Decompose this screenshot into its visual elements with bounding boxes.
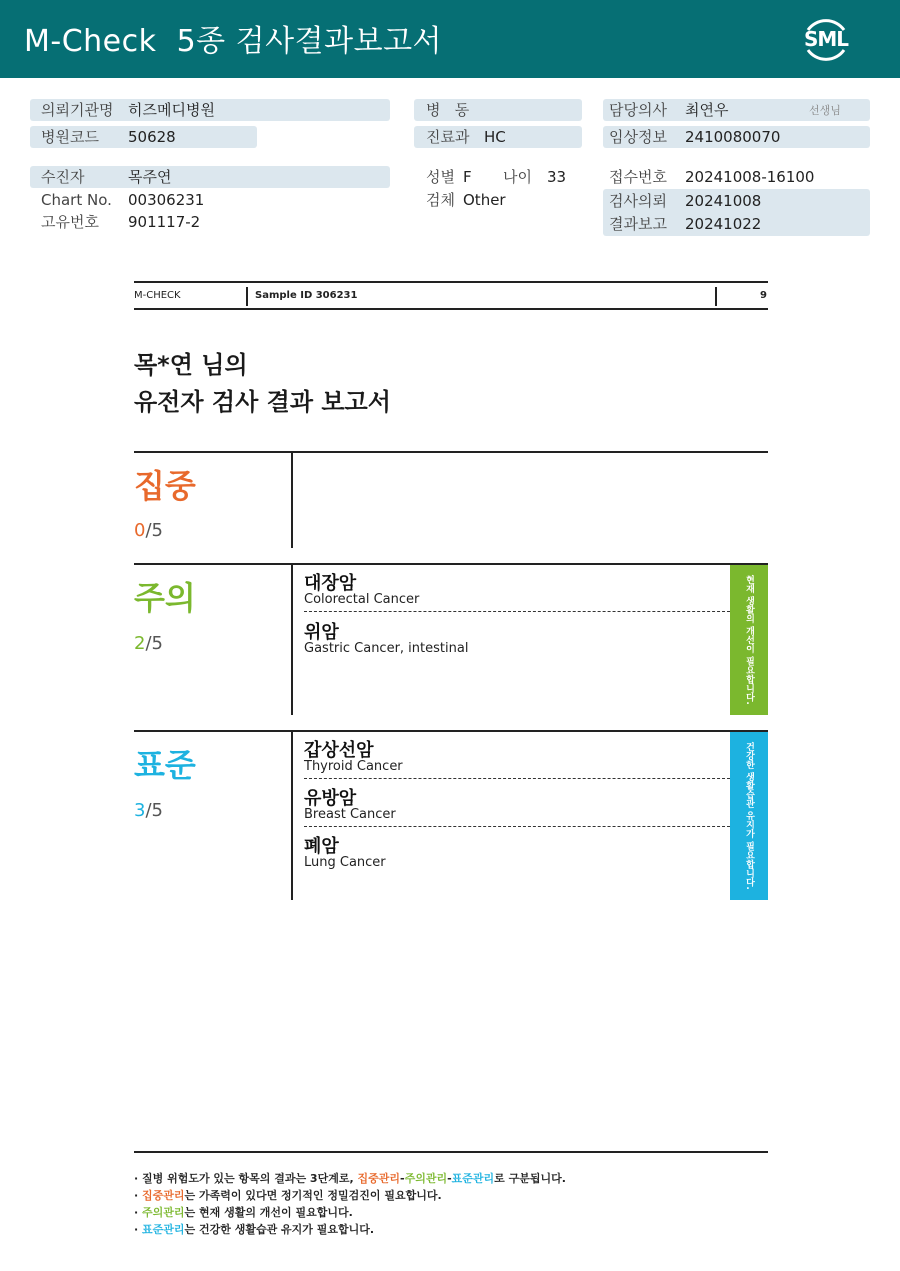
ward-label: 병 동 — [426, 101, 470, 119]
category-caution-name: 주의 — [134, 579, 196, 617]
patient-label: 수진자 — [41, 168, 85, 186]
request-value: 20241008 — [685, 192, 762, 210]
disease-separator — [304, 826, 730, 827]
note-standard-bullet: · — [134, 1223, 143, 1236]
caution-side-text: 현재 생활의 개선이 필요합니다. — [744, 575, 754, 705]
disease-lung-ko: 폐암 — [304, 836, 339, 857]
chart-label: Chart No. — [41, 191, 112, 209]
note-levels-standard: 표준관리 — [451, 1172, 495, 1185]
dept-value: HC — [484, 128, 506, 146]
clinical-row — [603, 126, 870, 148]
sml-logo — [800, 12, 852, 66]
disease-separator — [304, 778, 730, 779]
institution-value: 히즈메디병원 — [128, 101, 215, 119]
specimen-value: Other — [463, 191, 506, 209]
sex-value: F — [463, 168, 472, 186]
request-label: 검사의뢰 — [609, 192, 667, 210]
note-levels-pre: · 질병 위험도가 있는 항목의 결과는 3단계로, — [134, 1172, 358, 1185]
note-caution — [134, 1204, 353, 1220]
receipt-row — [603, 166, 870, 188]
report-header-title: M-Check 5종 검사결과보고서 — [24, 24, 443, 59]
note-levels-focus: 집중관리 — [357, 1172, 400, 1185]
disease-gastric-en: Gastric Cancer, intestinal — [304, 641, 469, 656]
result-value: 20241022 — [685, 215, 762, 233]
hospital-code-value: 50628 — [128, 128, 176, 146]
specimen-label: 검체 — [426, 191, 455, 209]
section-standard-divider — [291, 730, 293, 900]
disease-colorectal-ko: 대장암 — [304, 573, 357, 594]
category-caution-count — [134, 633, 163, 654]
institution-row — [30, 99, 390, 121]
disease-thyroid-en: Thyroid Cancer — [304, 759, 403, 774]
dept-row — [414, 126, 582, 148]
result-row — [603, 213, 870, 235]
disease-colorectal-en: Colorectal Cancer — [304, 592, 420, 607]
clinical-label: 임상정보 — [609, 128, 667, 146]
section-focus-divider — [291, 451, 293, 548]
note-focus-text: 는 가족력이 있다면 정기적인 정밀검진이 필요합니다. — [184, 1189, 442, 1202]
report-bottom-rule — [134, 308, 768, 310]
category-standard-count-total: /5 — [145, 800, 163, 821]
category-standard-count-value: 3 — [134, 800, 146, 821]
note-focus-key: 집중관리 — [142, 1189, 185, 1202]
category-focus-name: 집중 — [134, 467, 196, 505]
section-caution-divider — [291, 563, 293, 715]
doctor-label: 담당의사 — [609, 101, 667, 119]
report-title-line1: 목*연 님의 — [134, 351, 248, 379]
disease-breast-ko: 유방암 — [304, 788, 357, 809]
category-standard-count — [134, 800, 163, 821]
patient-value: 목주연 — [128, 168, 172, 186]
receipt-value: 20241008-16100 — [685, 168, 815, 186]
section-focus-rule — [134, 451, 768, 453]
footer-rule — [134, 1151, 768, 1153]
dept-label: 진료과 — [426, 128, 470, 146]
page-number: 9 — [760, 290, 767, 301]
header-bar — [0, 0, 900, 78]
report-brand: M-CHECK — [134, 290, 181, 301]
unique-row — [30, 211, 390, 233]
doctor-row — [603, 99, 870, 121]
disease-lung-en: Lung Cancer — [304, 855, 386, 870]
note-levels-post: 로 구분됩니다. — [494, 1172, 566, 1185]
report-top-rule — [134, 281, 768, 283]
report-divider-2 — [715, 287, 717, 306]
category-focus-count-total: /5 — [145, 520, 163, 541]
note-levels — [134, 1170, 566, 1186]
note-levels-dash2: - — [447, 1172, 452, 1185]
result-label: 결과보고 — [609, 215, 667, 233]
report-title-line2: 유전자 검사 결과 보고서 — [134, 388, 391, 416]
standard-side-bar — [730, 732, 768, 900]
note-caution-text: 는 현재 생활의 개선이 필요합니다. — [184, 1206, 353, 1219]
sex-label: 성별 — [426, 168, 455, 186]
section-standard-rule — [134, 730, 768, 732]
category-focus-count-value: 0 — [134, 520, 146, 541]
note-caution-key: 주의관리 — [142, 1206, 185, 1219]
caution-side-bar — [730, 565, 768, 715]
age-label: 나이 — [503, 168, 532, 186]
receipt-label: 접수번호 — [609, 168, 667, 186]
unique-label: 고유번호 — [41, 213, 99, 231]
unique-value: 901117-2 — [128, 213, 201, 231]
hospital-code-label: 병원코드 — [41, 128, 99, 146]
report-divider-1 — [246, 287, 248, 306]
note-focus-bullet: · — [134, 1189, 143, 1202]
category-standard-name: 표준 — [134, 746, 196, 784]
note-focus — [134, 1187, 442, 1203]
note-standard — [134, 1221, 374, 1237]
note-levels-caution: 주의관리 — [404, 1172, 448, 1185]
section-caution-rule — [134, 563, 768, 565]
logo-text: SML — [803, 27, 849, 51]
note-caution-bullet: · — [134, 1206, 143, 1219]
category-focus-count — [134, 520, 163, 541]
sample-id: Sample ID 306231 — [255, 290, 358, 301]
disease-breast-en: Breast Cancer — [304, 807, 396, 822]
note-standard-key: 표준관리 — [142, 1223, 185, 1236]
standard-side-text: 건강한 생활습관 유지가 필요합니다. — [744, 742, 754, 890]
institution-label: 의뢰기관명 — [41, 101, 114, 119]
category-caution-count-value: 2 — [134, 633, 146, 654]
doctor-suffix: 선생님 — [809, 104, 841, 117]
specimen-row — [414, 189, 582, 211]
sex-age-row — [414, 166, 582, 188]
hospital-code-row — [30, 126, 257, 148]
doctor-value: 최연우 — [685, 101, 729, 119]
chart-row — [30, 189, 390, 211]
chart-value: 00306231 — [128, 191, 205, 209]
clinical-value: 2410080070 — [685, 128, 781, 146]
disease-gastric-ko: 위암 — [304, 622, 339, 643]
note-levels-dash1: - — [399, 1172, 405, 1185]
request-row — [603, 190, 870, 212]
category-caution-count-total: /5 — [145, 633, 163, 654]
patient-row — [30, 166, 390, 188]
ward-row — [414, 99, 582, 121]
disease-thyroid-ko: 갑상선암 — [304, 740, 374, 761]
disease-separator — [304, 611, 730, 612]
note-standard-text: 는 건강한 생활습관 유지가 필요합니다. — [184, 1223, 375, 1236]
age-value: 33 — [547, 168, 567, 186]
